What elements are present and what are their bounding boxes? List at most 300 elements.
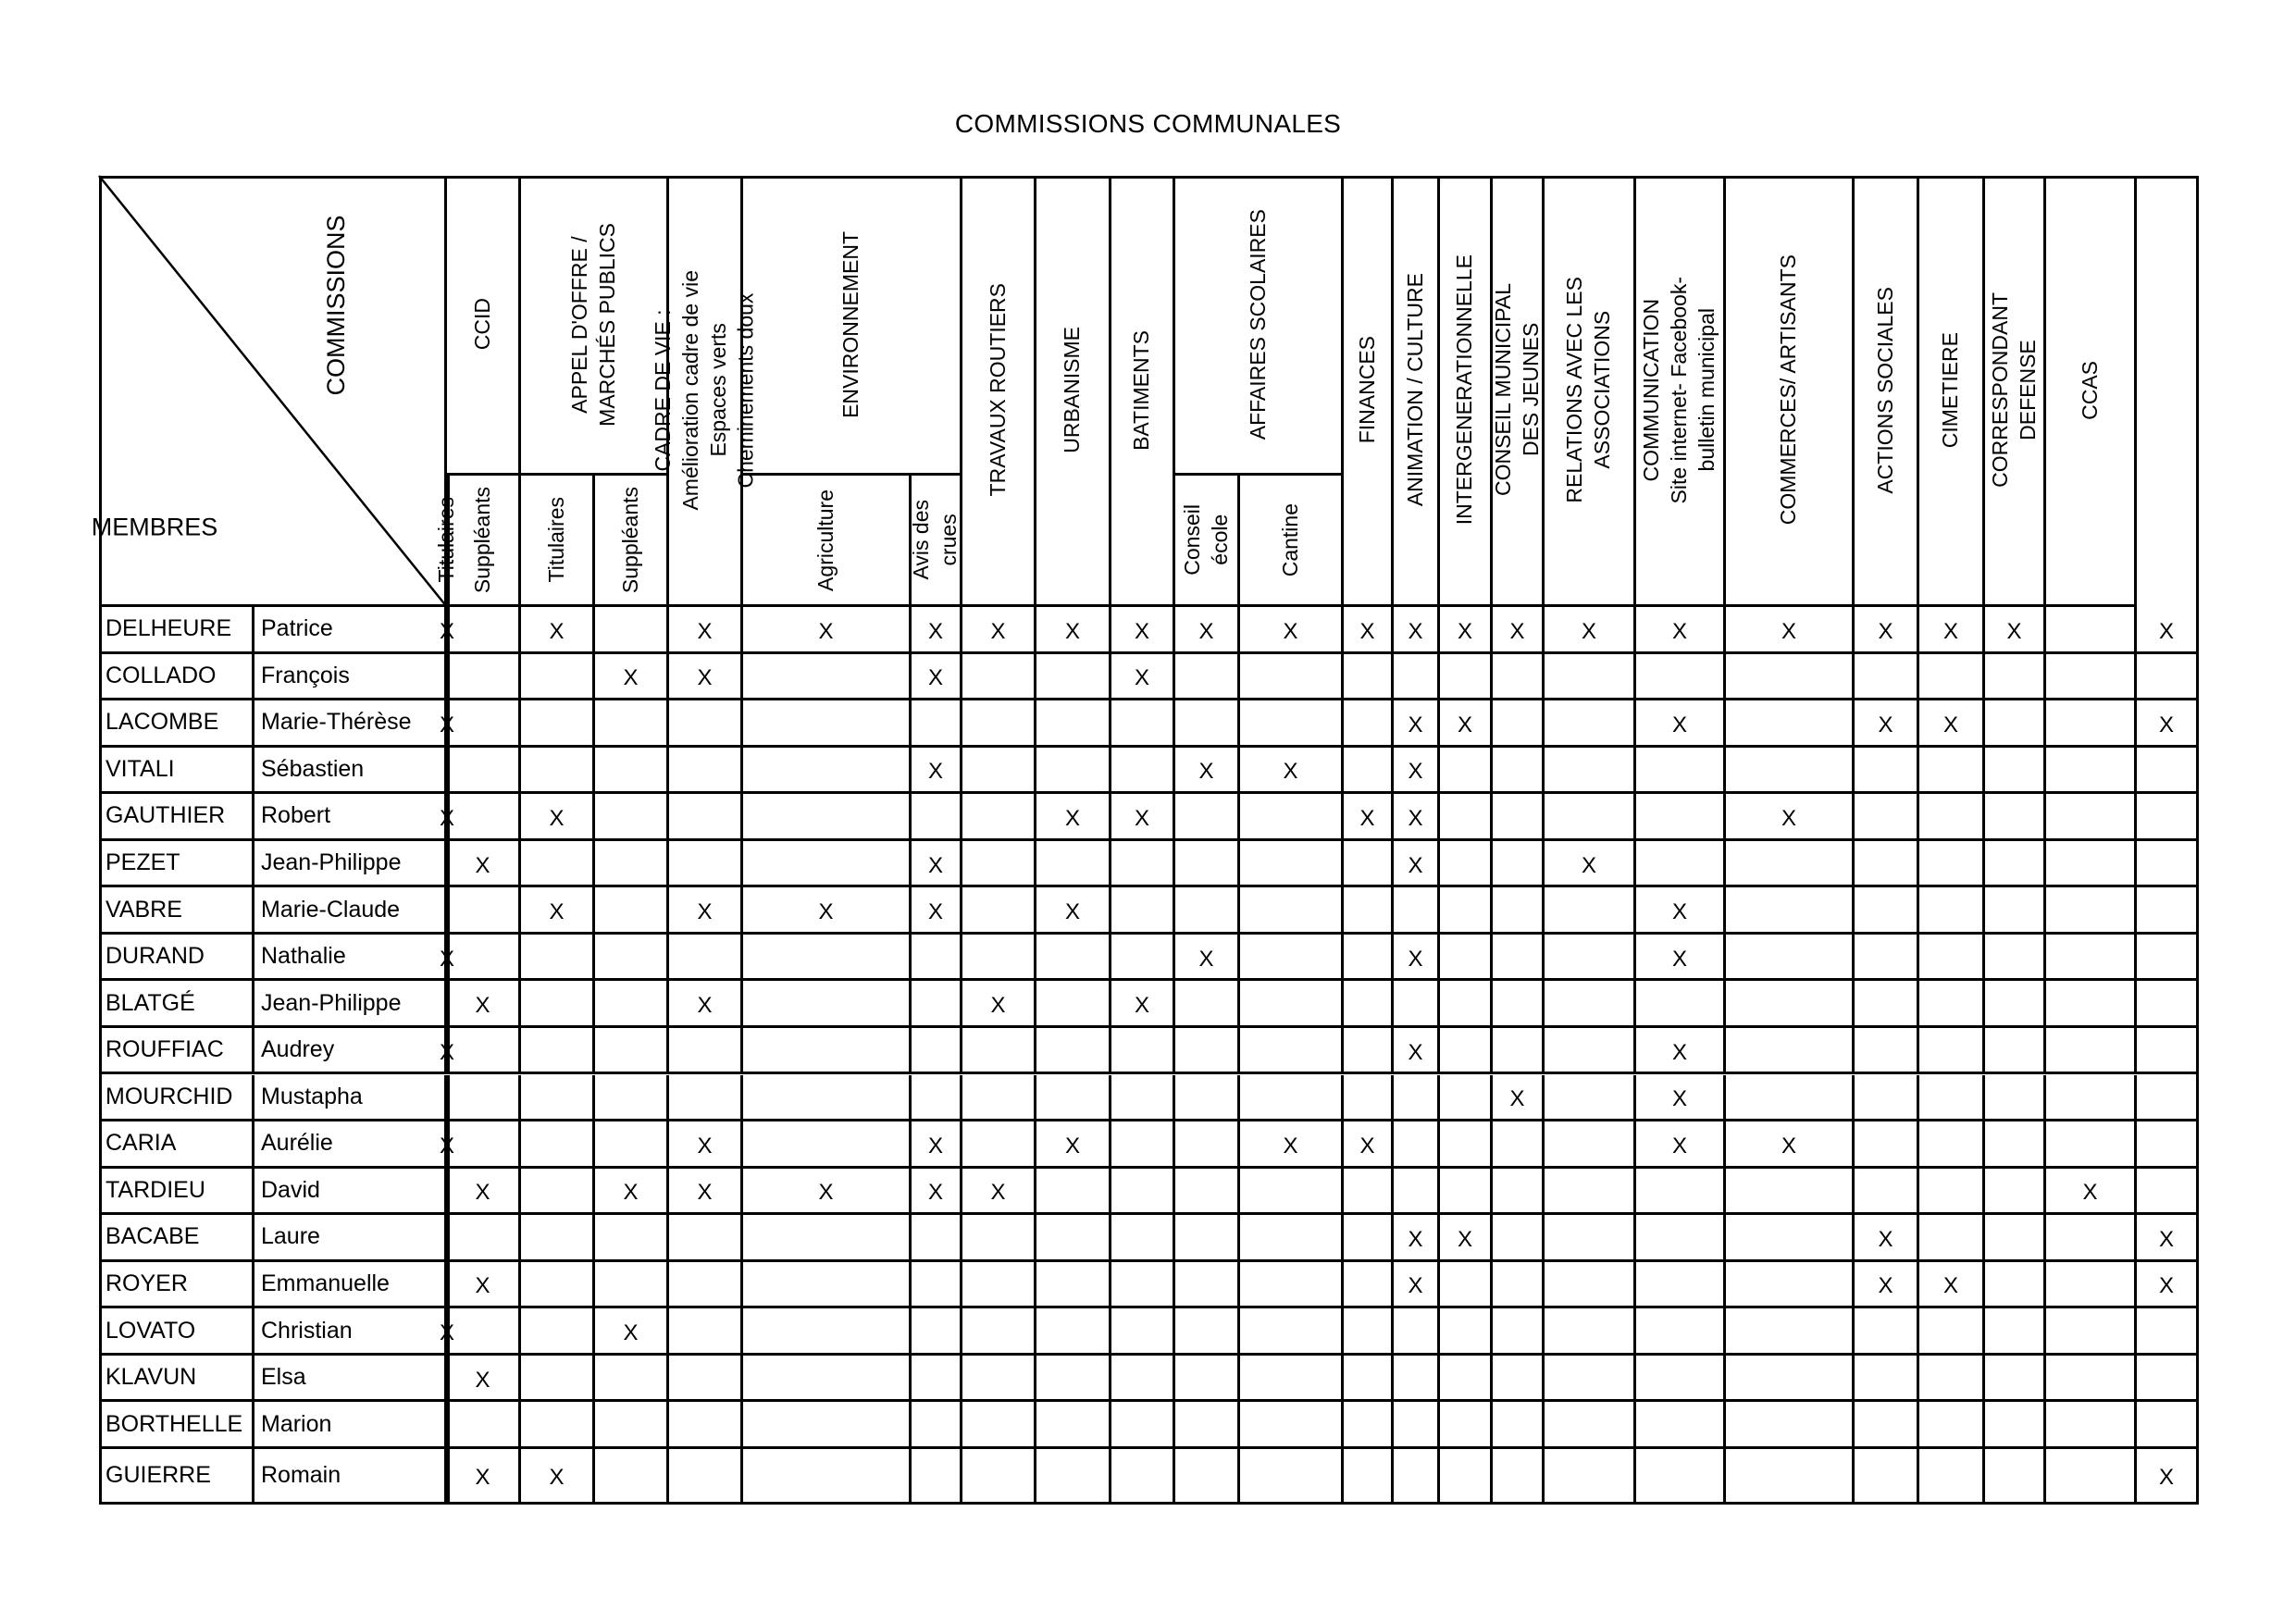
- empty-cell: [1175, 794, 1240, 841]
- empty-cell: [1919, 1356, 1985, 1403]
- member-first-name: Sébastien: [254, 748, 447, 795]
- empty-cell: [912, 1308, 962, 1356]
- member-last-name: CARIA: [99, 1121, 254, 1169]
- empty-cell: [1493, 1121, 1545, 1169]
- membership-mark: X: [2137, 700, 2199, 748]
- membership-mark: X: [1636, 1075, 1726, 1122]
- subheader-scolaires-0: [1175, 476, 1240, 607]
- empty-cell: [1344, 700, 1394, 748]
- empty-cell: [595, 981, 669, 1028]
- membership-mark: X: [912, 841, 962, 888]
- empty-cell: [1240, 1356, 1344, 1403]
- membership-mark: X: [1240, 607, 1344, 654]
- member-first-name: François: [254, 654, 447, 701]
- empty-cell: [521, 1215, 595, 1262]
- empty-cell: [2137, 654, 2199, 701]
- membership-mark: X: [1636, 1028, 1726, 1075]
- empty-cell: [912, 935, 962, 982]
- empty-cell: [912, 1402, 962, 1449]
- column-header-label: COMMUNICATION Site internet- Facebook- bulletin municipal: [1639, 276, 1719, 504]
- empty-cell: [669, 841, 743, 888]
- empty-cell: [2046, 607, 2137, 654]
- empty-cell: [1440, 748, 1493, 795]
- empty-cell: [1036, 935, 1111, 982]
- empty-cell: [1240, 700, 1344, 748]
- column-header-commerces: [1726, 176, 1855, 607]
- membership-mark: X: [1036, 794, 1111, 841]
- membership-mark: X: [743, 607, 912, 654]
- empty-cell: [2046, 748, 2137, 795]
- column-header-label: CORRESPONDANT DEFENSE: [1987, 292, 2040, 488]
- empty-cell: [595, 935, 669, 982]
- empty-cell: [1344, 1356, 1394, 1403]
- empty-cell: [595, 700, 669, 748]
- member-first-name: Elsa: [254, 1356, 447, 1403]
- membership-mark: X: [447, 794, 450, 841]
- membership-mark: X: [1240, 1121, 1344, 1169]
- membership-mark: X: [1175, 607, 1240, 654]
- empty-cell: [1985, 1262, 2046, 1309]
- empty-cell: [1036, 1356, 1111, 1403]
- empty-cell: [1440, 1356, 1493, 1403]
- empty-cell: [447, 654, 521, 701]
- empty-cell: [1440, 1262, 1493, 1309]
- empty-cell: [1111, 1028, 1175, 1075]
- membership-mark: X: [447, 1449, 521, 1505]
- empty-cell: [962, 1308, 1036, 1356]
- membership-mark: X: [1036, 1121, 1111, 1169]
- membership-mark: X: [595, 1308, 669, 1356]
- empty-cell: [669, 748, 743, 795]
- empty-cell: [1344, 1215, 1394, 1262]
- empty-cell: [1240, 1262, 1344, 1309]
- empty-cell: [1855, 1028, 1919, 1075]
- empty-cell: [1855, 887, 1919, 935]
- empty-cell: [1985, 1169, 2046, 1216]
- column-header-label: CONSEIL MUNICIPAL DES JEUNES: [1490, 283, 1543, 497]
- membership-mark: X: [595, 1169, 669, 1216]
- empty-cell: [1036, 1449, 1111, 1505]
- empty-cell: [912, 1075, 962, 1122]
- empty-cell: [1344, 1075, 1394, 1122]
- membership-mark: X: [1726, 607, 1855, 654]
- empty-cell: [1240, 1402, 1344, 1449]
- empty-cell: [2046, 841, 2137, 888]
- empty-cell: [1440, 841, 1493, 888]
- empty-cell: [912, 1262, 962, 1309]
- empty-cell: [743, 654, 912, 701]
- empty-cell: [743, 1308, 912, 1356]
- membership-mark: X: [743, 1169, 912, 1216]
- empty-cell: [521, 1075, 595, 1122]
- membership-mark: X: [1111, 794, 1175, 841]
- empty-cell: [1985, 1402, 2046, 1449]
- empty-cell: [1985, 935, 2046, 982]
- member-first-name: David: [254, 1169, 447, 1216]
- empty-cell: [912, 981, 962, 1028]
- empty-cell: [1344, 841, 1394, 888]
- membership-mark: X: [1636, 887, 1726, 935]
- empty-cell: [743, 981, 912, 1028]
- membership-mark: X: [1111, 607, 1175, 654]
- member-last-name: MOURCHID: [99, 1075, 254, 1122]
- empty-cell: [1545, 1308, 1636, 1356]
- membership-mark: X: [1636, 935, 1726, 982]
- empty-cell: [962, 700, 1036, 748]
- column-header-label: CIMETIERE: [1938, 331, 1963, 449]
- column-header-comm: [1636, 176, 1726, 607]
- empty-cell: [962, 935, 1036, 982]
- subheader-label: Suppléants: [469, 486, 494, 594]
- empty-cell: [1394, 981, 1440, 1028]
- empty-cell: [1636, 1449, 1726, 1505]
- empty-cell: [1175, 1449, 1240, 1505]
- membership-mark: X: [669, 654, 743, 701]
- empty-cell: [1545, 1215, 1636, 1262]
- empty-cell: [962, 1449, 1036, 1505]
- subheader-label: Titulaires: [543, 497, 568, 583]
- empty-cell: [962, 887, 1036, 935]
- membership-mark: X: [1636, 607, 1726, 654]
- empty-cell: [743, 1449, 912, 1505]
- membership-mark: X: [447, 1308, 450, 1356]
- empty-cell: [912, 1449, 962, 1505]
- empty-cell: [1111, 1402, 1175, 1449]
- empty-cell: [2046, 1121, 2137, 1169]
- empty-cell: [743, 1028, 912, 1075]
- empty-cell: [1493, 935, 1545, 982]
- empty-cell: [521, 1028, 595, 1075]
- empty-cell: [1726, 1402, 1855, 1449]
- column-header-appel: [521, 176, 669, 476]
- empty-cell: [1985, 1215, 2046, 1262]
- membership-mark: X: [1855, 700, 1919, 748]
- empty-cell: [1726, 1028, 1855, 1075]
- empty-cell: [1636, 841, 1726, 888]
- empty-cell: [595, 1402, 669, 1449]
- membership-mark: X: [1726, 794, 1855, 841]
- empty-cell: [1440, 981, 1493, 1028]
- empty-cell: [1175, 1215, 1240, 1262]
- membership-mark: X: [962, 607, 1036, 654]
- empty-cell: [1111, 1169, 1175, 1216]
- empty-cell: [2046, 654, 2137, 701]
- empty-cell: [2137, 841, 2199, 888]
- empty-cell: [1493, 654, 1545, 701]
- empty-cell: [962, 1075, 1036, 1122]
- empty-cell: [2137, 794, 2199, 841]
- empty-cell: [1175, 981, 1240, 1028]
- membership-mark: X: [1036, 887, 1111, 935]
- membership-mark: X: [669, 607, 743, 654]
- empty-cell: [1493, 1028, 1545, 1075]
- empty-cell: [1726, 1449, 1855, 1505]
- empty-cell: [1726, 1215, 1855, 1262]
- empty-cell: [912, 1215, 962, 1262]
- empty-cell: [962, 1028, 1036, 1075]
- empty-cell: [1036, 1028, 1111, 1075]
- empty-cell: [1855, 935, 1919, 982]
- membership-mark: X: [447, 935, 450, 982]
- membership-mark: X: [1855, 1215, 1919, 1262]
- empty-cell: [1175, 654, 1240, 701]
- membership-mark: X: [1394, 1262, 1440, 1309]
- empty-cell: [1985, 794, 2046, 841]
- empty-cell: [1036, 748, 1111, 795]
- empty-cell: [1493, 1356, 1545, 1403]
- column-header-label: CCAS: [2077, 360, 2102, 420]
- empty-cell: [1175, 700, 1240, 748]
- membership-mark: X: [1175, 935, 1240, 982]
- empty-cell: [2046, 794, 2137, 841]
- empty-cell: [743, 700, 912, 748]
- member-last-name: ROUFFIAC: [99, 1028, 254, 1075]
- membership-mark: X: [1440, 607, 1493, 654]
- membership-mark: X: [1344, 607, 1394, 654]
- empty-cell: [1240, 1169, 1344, 1216]
- column-header-intergen: [1440, 176, 1493, 607]
- empty-cell: [1493, 794, 1545, 841]
- membership-mark: X: [447, 1356, 521, 1403]
- empty-cell: [743, 1262, 912, 1309]
- member-last-name: PEZET: [99, 841, 254, 888]
- empty-cell: [1240, 1028, 1344, 1075]
- empty-cell: [1175, 841, 1240, 888]
- empty-cell: [1493, 1169, 1545, 1216]
- empty-cell: [1493, 1449, 1545, 1505]
- empty-cell: [1636, 1169, 1726, 1216]
- member-last-name: BORTHELLE: [99, 1402, 254, 1449]
- membership-mark: X: [669, 1169, 743, 1216]
- subheader-label: Avis des crues: [909, 500, 961, 580]
- empty-cell: [447, 887, 521, 935]
- member-last-name: TARDIEU: [99, 1169, 254, 1216]
- empty-cell: [1240, 1215, 1344, 1262]
- column-header-label: RELATIONS AVEC LES ASSOCIATIONS: [1562, 277, 1614, 503]
- column-header-label: ENVIRONNEMENT: [838, 230, 863, 418]
- member-last-name: COLLADO: [99, 654, 254, 701]
- empty-cell: [1493, 1215, 1545, 1262]
- member-first-name: Laure: [254, 1215, 447, 1262]
- empty-cell: [1344, 748, 1394, 795]
- membership-mark: X: [962, 981, 1036, 1028]
- empty-cell: [2137, 1169, 2199, 1216]
- empty-cell: [1855, 981, 1919, 1028]
- empty-cell: [1440, 1075, 1493, 1122]
- empty-cell: [743, 794, 912, 841]
- empty-cell: [2046, 700, 2137, 748]
- empty-cell: [447, 748, 521, 795]
- empty-cell: [743, 1215, 912, 1262]
- empty-cell: [1545, 887, 1636, 935]
- column-header-finances: [1344, 176, 1394, 607]
- empty-cell: [1111, 748, 1175, 795]
- empty-cell: [1726, 887, 1855, 935]
- column-header-label: COMMERCES/ ARTISANTS: [1776, 254, 1801, 526]
- empty-cell: [1394, 1169, 1440, 1216]
- empty-cell: [521, 654, 595, 701]
- empty-cell: [1726, 748, 1855, 795]
- empty-cell: [1726, 841, 1855, 888]
- member-first-name: Jean-Philippe: [254, 981, 447, 1028]
- empty-cell: [595, 841, 669, 888]
- empty-cell: [1240, 935, 1344, 982]
- empty-cell: [1493, 748, 1545, 795]
- empty-cell: [2137, 887, 2199, 935]
- empty-cell: [521, 1169, 595, 1216]
- empty-cell: [1111, 1308, 1175, 1356]
- column-header-urbanisme: [1036, 176, 1111, 607]
- membership-mark: X: [447, 1121, 450, 1169]
- empty-cell: [2137, 1308, 2199, 1356]
- membership-mark: X: [1394, 794, 1440, 841]
- column-header-label: AFFAIRES SCOLAIRES: [1245, 208, 1270, 440]
- empty-cell: [595, 1356, 669, 1403]
- empty-cell: [1636, 1402, 1726, 1449]
- empty-cell: [1855, 654, 1919, 701]
- empty-cell: [962, 841, 1036, 888]
- empty-cell: [1344, 981, 1394, 1028]
- empty-cell: [521, 1356, 595, 1403]
- empty-cell: [1985, 654, 2046, 701]
- empty-cell: [1636, 1308, 1726, 1356]
- empty-cell: [1175, 1075, 1240, 1122]
- subheader-ccid-1: [447, 476, 521, 607]
- member-first-name: Romain: [254, 1449, 447, 1505]
- empty-cell: [1344, 654, 1394, 701]
- empty-cell: [1394, 1356, 1440, 1403]
- empty-cell: [1985, 981, 2046, 1028]
- membership-mark: X: [447, 607, 450, 654]
- empty-cell: [1726, 1308, 1855, 1356]
- empty-cell: [1344, 887, 1394, 935]
- empty-cell: [1919, 1028, 1985, 1075]
- membership-mark: X: [1493, 1075, 1545, 1122]
- column-header-label: INTERGENERATIONNELLE: [1452, 254, 1477, 526]
- empty-cell: [1545, 1169, 1636, 1216]
- empty-cell: [1493, 841, 1545, 888]
- membership-mark: X: [1855, 607, 1919, 654]
- empty-cell: [1440, 1449, 1493, 1505]
- empty-cell: [2046, 1449, 2137, 1505]
- empty-cell: [669, 1028, 743, 1075]
- empty-cell: [669, 1449, 743, 1505]
- membership-mark: X: [1726, 1121, 1855, 1169]
- member-last-name: LOVATO: [99, 1308, 254, 1356]
- membership-mark: X: [1344, 1121, 1394, 1169]
- empty-cell: [1344, 1169, 1394, 1216]
- empty-cell: [1919, 981, 1985, 1028]
- empty-cell: [1240, 981, 1344, 1028]
- column-header-ccid: [447, 176, 521, 476]
- empty-cell: [447, 1075, 521, 1122]
- empty-cell: [1545, 1402, 1636, 1449]
- empty-cell: [595, 1449, 669, 1505]
- empty-cell: [1175, 1121, 1240, 1169]
- member-last-name: BLATGÉ: [99, 981, 254, 1028]
- empty-cell: [2046, 887, 2137, 935]
- empty-cell: [1919, 935, 1985, 982]
- empty-cell: [1394, 654, 1440, 701]
- membership-mark: X: [1394, 1028, 1440, 1075]
- subheader-label: Cantine: [1277, 502, 1302, 577]
- empty-cell: [447, 1028, 521, 1075]
- membership-mark: X: [743, 887, 912, 935]
- empty-cell: [447, 794, 521, 841]
- column-header-label: FINANCES: [1354, 336, 1379, 444]
- empty-cell: [1344, 935, 1394, 982]
- empty-cell: [1855, 1308, 1919, 1356]
- empty-cell: [1636, 981, 1726, 1028]
- empty-cell: [1175, 1308, 1240, 1356]
- empty-cell: [595, 607, 669, 654]
- empty-cell: [1985, 748, 2046, 795]
- empty-cell: [1344, 1028, 1394, 1075]
- empty-cell: [669, 1308, 743, 1356]
- empty-cell: [521, 1308, 595, 1356]
- empty-cell: [1440, 935, 1493, 982]
- empty-cell: [1919, 1308, 1985, 1356]
- member-last-name: VITALI: [99, 748, 254, 795]
- membership-mark: X: [1394, 700, 1440, 748]
- empty-cell: [1636, 654, 1726, 701]
- empty-cell: [1440, 1169, 1493, 1216]
- membership-mark: X: [912, 607, 962, 654]
- empty-cell: [1111, 1449, 1175, 1505]
- member-first-name: Patrice: [254, 607, 447, 654]
- empty-cell: [1545, 1356, 1636, 1403]
- member-last-name: GAUTHIER: [99, 794, 254, 841]
- empty-cell: [1036, 700, 1111, 748]
- empty-cell: [1036, 1262, 1111, 1309]
- membership-mark: X: [521, 794, 595, 841]
- empty-cell: [1493, 1402, 1545, 1449]
- empty-cell: [1545, 981, 1636, 1028]
- empty-cell: [447, 935, 521, 982]
- empty-cell: [1919, 1215, 1985, 1262]
- membership-mark: X: [2137, 1449, 2199, 1505]
- empty-cell: [1919, 1075, 1985, 1122]
- empty-cell: [669, 1402, 743, 1449]
- member-first-name: Christian: [254, 1308, 447, 1356]
- column-header-scolaires: [1175, 176, 1344, 476]
- empty-cell: [1394, 1075, 1440, 1122]
- empty-cell: [1240, 654, 1344, 701]
- empty-cell: [1036, 981, 1111, 1028]
- empty-cell: [1111, 700, 1175, 748]
- empty-cell: [1240, 1449, 1344, 1505]
- empty-cell: [1726, 935, 1855, 982]
- empty-cell: [1855, 841, 1919, 888]
- member-last-name: BACABE: [99, 1215, 254, 1262]
- subheader-label: Suppléants: [617, 486, 642, 594]
- empty-cell: [1394, 1121, 1440, 1169]
- column-header-label: URBANISME: [1060, 327, 1085, 453]
- empty-cell: [1919, 1449, 1985, 1505]
- empty-cell: [1111, 1262, 1175, 1309]
- membership-mark: X: [595, 654, 669, 701]
- empty-cell: [1545, 935, 1636, 982]
- empty-cell: [743, 1402, 912, 1449]
- empty-cell: [912, 700, 962, 748]
- membership-mark: X: [912, 654, 962, 701]
- empty-cell: [1111, 1356, 1175, 1403]
- empty-cell: [743, 1356, 912, 1403]
- empty-cell: [1545, 700, 1636, 748]
- empty-cell: [669, 794, 743, 841]
- empty-cell: [1175, 887, 1240, 935]
- empty-cell: [447, 1121, 521, 1169]
